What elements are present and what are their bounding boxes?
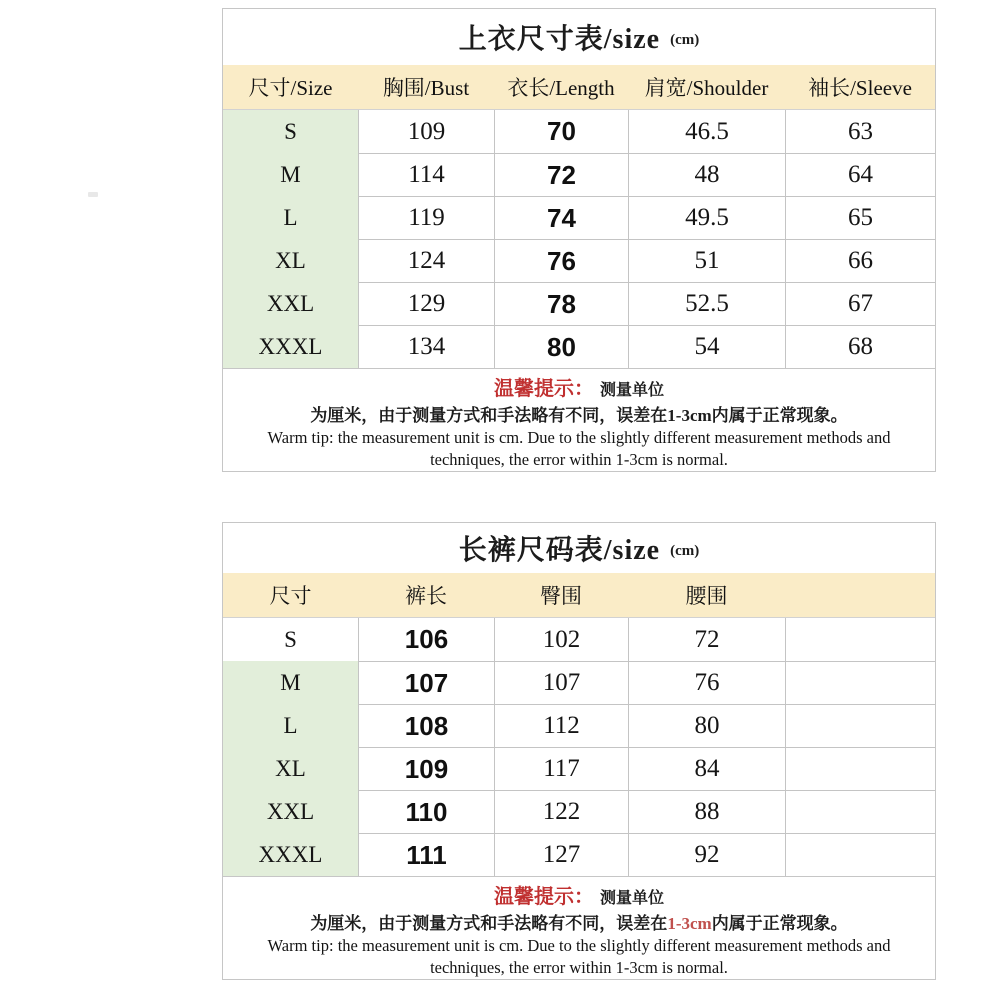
empty-cell [785, 833, 935, 876]
hip-cell: 102 [494, 618, 628, 661]
length-cell: 70 [494, 110, 628, 153]
shoulder-cell: 54 [628, 325, 785, 368]
table-row [223, 325, 935, 368]
size-cell: S [223, 618, 358, 661]
length-cell: 78 [494, 282, 628, 325]
length-cell: 80 [494, 325, 628, 368]
size-cell: S [223, 110, 358, 153]
pants-length-cell: 111 [358, 833, 494, 876]
hip-cell: 127 [494, 833, 628, 876]
header-pants-length: 裤长 [405, 584, 447, 608]
pants-length-cell: 110 [358, 790, 494, 833]
table-row [223, 110, 935, 153]
top-table-title [223, 9, 935, 65]
warm-tip-label: 温馨提示： [493, 886, 594, 908]
waist-cell: 92 [628, 833, 785, 876]
bust-cell: 119 [358, 196, 494, 239]
table-row [223, 704, 935, 747]
pants-length-cell: 106 [358, 618, 494, 661]
header-hip: 臀围 [540, 584, 582, 608]
waist-cell: 88 [628, 790, 785, 833]
sleeve-cell: 67 [785, 282, 935, 325]
table-row [223, 196, 935, 239]
length-cell: 76 [494, 239, 628, 282]
header-size: 尺寸/Size [248, 76, 333, 100]
warm-tip-zh-line: 为厘米，由于测量方式和手法略有不同，误差在1-3cm内属于正常现象。 [310, 406, 848, 425]
size-cell: XXL [223, 282, 358, 325]
header-size: 尺寸 [269, 584, 312, 608]
pants-length-cell: 107 [358, 661, 494, 704]
smudge-artifact [88, 192, 98, 197]
warm-tip-label: 温馨提示： [493, 378, 594, 400]
shoulder-cell: 48 [628, 153, 785, 196]
bottom-table-title-text: 长裤尺码表/size [458, 535, 661, 566]
sleeve-cell: 64 [785, 153, 935, 196]
header-bust: 胸围/Bust [382, 76, 470, 100]
header-shoulder: 肩宽/Shoulder [644, 76, 769, 100]
top-size-table [222, 8, 936, 472]
warm-tip-unit: 测量单位 [599, 382, 664, 399]
warm-tip-en-line2: techniques, the error within 1-3cm is normal. [430, 958, 728, 977]
waist-cell: 80 [628, 704, 785, 747]
warm-tip-zh-post: 内属于正常现象。 [711, 914, 848, 933]
table-row [223, 747, 935, 790]
table-row [223, 618, 935, 661]
size-cell: M [223, 153, 358, 196]
size-cell: XXXL [223, 325, 358, 368]
size-cell: M [223, 661, 358, 704]
sleeve-cell: 66 [785, 239, 935, 282]
bust-cell: 124 [358, 239, 494, 282]
sleeve-cell: 68 [785, 325, 935, 368]
length-cell: 74 [494, 196, 628, 239]
empty-cell [785, 661, 935, 704]
hip-cell: 107 [494, 661, 628, 704]
size-cell: XXXL [223, 833, 358, 876]
header-waist: 腰围 [685, 584, 728, 608]
size-cell: XL [223, 747, 358, 790]
shoulder-cell: 49.5 [628, 196, 785, 239]
warm-tip-zh-pre: 为厘米，由于测量方式和手法略有不同，误差在 [310, 914, 668, 933]
top-table-unit-label: (cm) [670, 31, 700, 48]
warm-tip-heading [223, 884, 935, 912]
warm-tip-en-line2: techniques, the error within 1-3cm is normal. [430, 450, 728, 469]
hip-cell: 122 [494, 790, 628, 833]
warm-tip-en-line1: Warm tip: the measurement unit is cm. Due to the slightly different measurement methods and [267, 428, 891, 447]
table-row [223, 833, 935, 876]
top-table-title-text: 上衣尺寸表/size [458, 24, 661, 55]
empty-cell [785, 704, 935, 747]
bust-cell: 114 [358, 153, 494, 196]
sleeve-cell: 63 [785, 110, 935, 153]
bust-cell: 129 [358, 282, 494, 325]
sleeve-cell: 65 [785, 196, 935, 239]
top-table-header-row [223, 65, 935, 110]
bust-cell: 109 [358, 110, 494, 153]
pants-length-cell: 109 [358, 747, 494, 790]
waist-cell: 76 [628, 661, 785, 704]
warm-tip-zh-line [223, 912, 935, 935]
empty-cell [785, 618, 935, 661]
bottom-size-table [222, 522, 936, 980]
warm-tip-zh-highlight: 1-3cm [667, 914, 712, 933]
bottom-table-unit-label: (cm) [670, 542, 700, 559]
bottom-table-warm-tip [223, 876, 935, 979]
header-sleeve: 袖长/Sleeve [808, 76, 912, 100]
top-table-warm-tip [223, 368, 935, 471]
empty-cell [785, 790, 935, 833]
header-empty [785, 573, 935, 617]
bottom-table-title [223, 523, 935, 573]
shoulder-cell: 46.5 [628, 110, 785, 153]
bottom-table-header-row [223, 573, 935, 618]
length-cell: 72 [494, 153, 628, 196]
table-row [223, 153, 935, 196]
hip-cell: 117 [494, 747, 628, 790]
waist-cell: 84 [628, 747, 785, 790]
size-cell: XL [223, 239, 358, 282]
table-row [223, 790, 935, 833]
size-cell: L [223, 196, 358, 239]
header-length: 衣长/Length [507, 76, 615, 100]
shoulder-cell: 51 [628, 239, 785, 282]
warm-tip-unit: 测量单位 [599, 890, 664, 907]
waist-cell: 72 [628, 618, 785, 661]
table-row [223, 282, 935, 325]
bust-cell: 134 [358, 325, 494, 368]
warm-tip-heading [223, 376, 935, 404]
table-row [223, 661, 935, 704]
warm-tip-en-line1: Warm tip: the measurement unit is cm. Due to the slightly different measurement methods and [267, 936, 891, 955]
hip-cell: 112 [494, 704, 628, 747]
table-row [223, 239, 935, 282]
size-cell: L [223, 704, 358, 747]
shoulder-cell: 52.5 [628, 282, 785, 325]
size-cell: XXL [223, 790, 358, 833]
empty-cell [785, 747, 935, 790]
pants-length-cell: 108 [358, 704, 494, 747]
